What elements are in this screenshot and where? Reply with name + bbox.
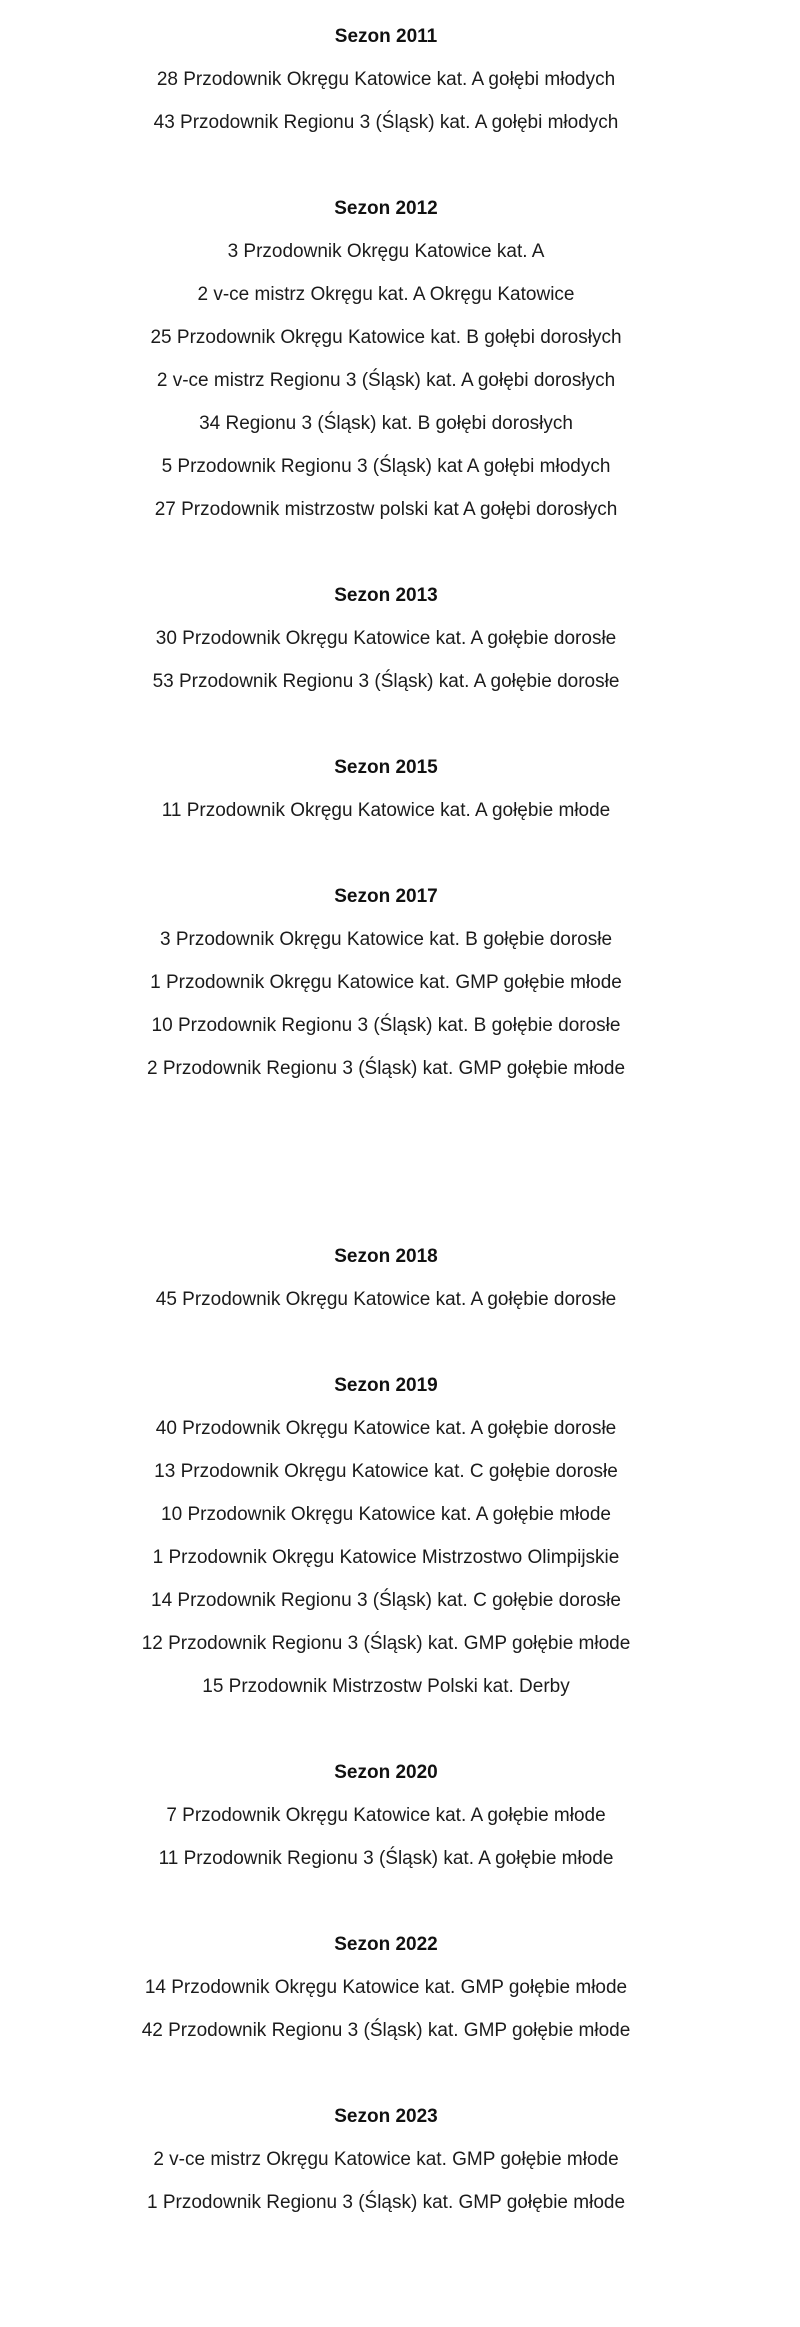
achievement-line: 10 Przodownik Okręgu Katowice kat. A gołębie młode [161,1504,611,1525]
achievement-line: 1 Przodownik Okręgu Katowice Mistrzostwo Olimpijskie [152,1547,620,1568]
season-section [0,15,772,144]
achievement-line: 42 Przodownik Regionu 3 (Śląsk) kat. GMP gołębie młode [141,2020,631,2041]
achievement-line: 25 Przodownik Okręgu Katowice kat. B gołębi dorosłych [150,327,622,348]
achievement-line: 5 Przodownik Regionu 3 (Śląsk) kat A gołębi młodych [161,456,611,477]
achievement-line: 1 Przodownik Regionu 3 (Śląsk) kat. GMP gołębie młode [146,2192,626,2213]
achievement-line: 27 Przodownik mistrzostw polski kat A gołębi dorosłych [154,499,618,520]
season-title: Sezon 2012 [334,198,438,219]
achievement-line: 14 Przodownik Okręgu Katowice kat. GMP gołębie młode [144,1977,628,1998]
achievement-line: 10 Przodownik Regionu 3 (Śląsk) kat. B gołębie dorosłe [151,1015,621,1036]
season-section [0,875,772,1090]
season-title: Sezon 2018 [334,1246,438,1267]
achievement-line: 11 Przodownik Regionu 3 (Śląsk) kat. A gołębie młode [158,1848,614,1869]
season-section [0,187,772,531]
achievement-line: 12 Przodownik Regionu 3 (Śląsk) kat. GMP gołębie młode [141,1633,631,1654]
season-section [0,574,772,703]
achievement-line: 11 Przodownik Okręgu Katowice kat. A gołębie młode [161,800,611,821]
season-section [0,1364,772,1708]
season-title: Sezon 2023 [334,2106,438,2127]
achievement-line: 30 Przodownik Okręgu Katowice kat. A gołębie dorosłe [155,628,617,649]
season-title: Sezon 2019 [334,1375,438,1396]
achievement-line: 7 Przodownik Okręgu Katowice kat. A gołębie młode [166,1805,606,1826]
achievement-line: 3 Przodownik Okręgu Katowice kat. B gołębie dorosłe [159,929,613,950]
season-section [0,746,772,832]
season-section [0,1751,772,1880]
achievement-line: 34 Regionu 3 (Śląsk) kat. B gołębi dorosłych [199,413,573,434]
achievement-line: 15 Przodownik Mistrzostw Polski kat. Derby [202,1676,570,1697]
achievement-line: 2 Przodownik Regionu 3 (Śląsk) kat. GMP gołębie młode [146,1058,626,1079]
season-section [0,1923,772,2052]
achievement-line: 40 Przodownik Okręgu Katowice kat. A gołębie dorosłe [155,1418,617,1439]
achievement-line: 45 Przodownik Okręgu Katowice kat. A gołębie dorosłe [155,1289,617,1310]
achievement-line: 53 Przodownik Regionu 3 (Śląsk) kat. A gołębie dorosłe [152,671,620,692]
achievement-line: 3 Przodownik Okręgu Katowice kat. A [227,241,545,262]
achievement-line: 14 Przodownik Regionu 3 (Śląsk) kat. C gołębie dorosłe [151,1590,621,1611]
season-title: Sezon 2022 [334,1934,438,1955]
achievement-line: 43 Przodownik Regionu 3 (Śląsk) kat. A gołębi młodych [153,112,619,133]
season-title: Sezon 2020 [334,1762,438,1783]
achievement-line: 13 Przodownik Okręgu Katowice kat. C gołębie dorosłe [154,1461,618,1482]
season-title: Sezon 2013 [334,585,438,606]
achievement-line: 1 Przodownik Okręgu Katowice kat. GMP gołębie młode [150,972,622,993]
season-title: Sezon 2011 [334,26,438,47]
season-section [0,1235,772,1321]
achievement-line: 2 v-ce mistrz Regionu 3 (Śląsk) kat. A gołębi dorosłych [156,370,616,391]
achievement-line: 2 v-ce mistrz Okręgu Katowice kat. GMP gołębie młode [153,2149,619,2170]
season-section [0,2095,772,2224]
achievement-line: 28 Przodownik Okręgu Katowice kat. A gołębi młodych [156,69,616,90]
season-title: Sezon 2017 [334,886,438,907]
achievement-line: 2 v-ce mistrz Okręgu kat. A Okręgu Katowice [197,284,575,305]
season-title: Sezon 2015 [334,757,438,778]
